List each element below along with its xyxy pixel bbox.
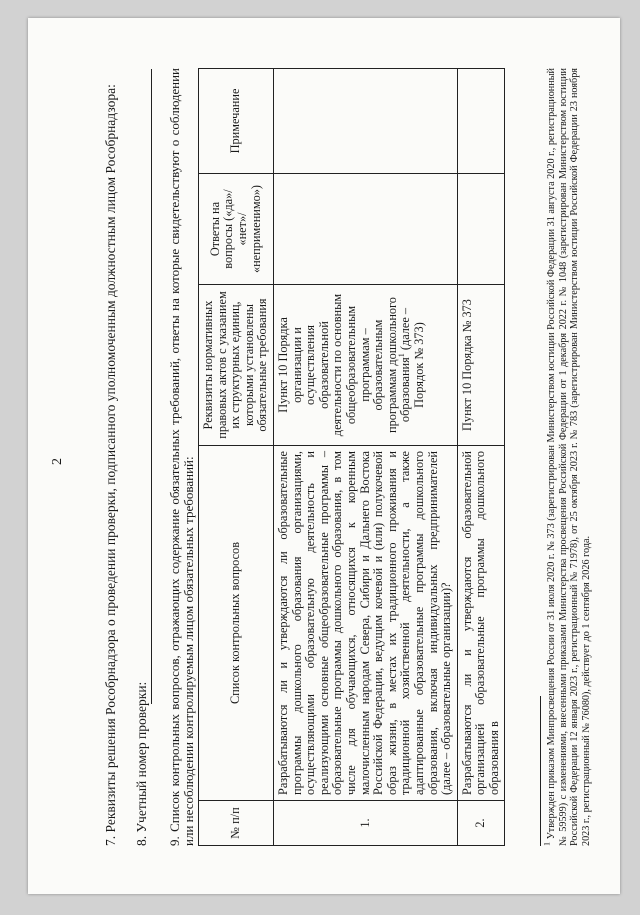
footnote-text: Утвержден приказом Минпросвещения России от 31 июля 2020 г. № 373 (зарегистрирован Министерством юстиции Российской Федерации 31 августа 2020 г., регистрационный № 59599) с изменениями, внесенными приказами Министерства просвещения Российской Федерации от 1 декабря 2022 г. № 1048 (зарегистрирован Министерством юстиции Российской Федерации 12 января 2023 г., регистрационный № 71978), от 25 октября 2023 г. № 783 (зарегистрирован Министерством юстиции Российской Федерации 23 ноября 2023 г., регистрационный № 76080), действует до 1 сентября 2026 года.: [546, 68, 592, 846]
answer-cell[interactable]: [273, 174, 457, 285]
requisite-text-main: Пункт 10 Порядка организации и осуществления образовательной деятельности по основным общеобразовательным программам – образовательным программам дошкольного образования: [275, 293, 413, 437]
note-cell[interactable]: [457, 69, 505, 174]
header-num: № п/п: [199, 801, 274, 846]
page-number: 2: [50, 458, 65, 465]
table-header-row: [199, 69, 274, 846]
document-page: [28, 18, 620, 894]
control-questions-table: [198, 68, 505, 846]
footnote-ref: 1: [397, 353, 407, 358]
header-questions: Список контрольных вопросов: [199, 446, 274, 801]
requisite-text-tail: (далее – Порядок № 373): [398, 307, 426, 408]
answer-cell[interactable]: [457, 174, 505, 285]
note-cell[interactable]: [273, 69, 457, 174]
row-number: 1.: [273, 801, 457, 846]
question-text: Разрабатываются ли и утверждаются образовательной организацией образовательные программы дошкольного образования в: [457, 446, 505, 801]
table-row: [273, 69, 457, 846]
item-9-questions-intro: 9. Список контрольных вопросов, отражающих содержание обязательных требований, ответы на которые свидетельствуют о соблюдении или несоблюдении контролируемым лицом обязательных требований:: [167, 68, 196, 846]
header-answers: Ответы на вопросы («да»/ «нет»/ «неприменимо»): [199, 174, 274, 285]
item-8-inspection-number: 8. Учетный номер проверки:: [134, 681, 149, 846]
item-7-decision-requisites: 7. Реквизиты решения Рособрнадзора о проведении проверки, подписанного уполномоченным должностным лицом Рособрнадзора:: [103, 84, 118, 846]
rotated-page-content: [28, 18, 620, 894]
footnote-separator: [540, 696, 541, 846]
table-row: [457, 69, 505, 846]
row-number: 2.: [457, 801, 505, 846]
question-text: Разрабатываются ли и утверждаются ли образовательные программы дошкольного образования организациями, осуществляющими образовательную деятельность и реализующими основные общеобразовательные программы – образовательные программы дошкольного образования, в том числе для обучающихся, относящихся к коренным малочисленным народам Севера, Сибири и Дальнего Востока Российской Федерации, ведущим кочевой и (или) полукочевой образ жизни, в местах их традиционного проживания и традиционной хозяйственной деятельности, а также адаптированные образовательные программы дошкольного образования, включая индивидуальных предпринимателей (далее – образовательные организации)?: [273, 446, 457, 801]
footnote: [542, 68, 592, 846]
header-note: Примечание: [199, 69, 274, 174]
requisite-text: [273, 285, 457, 446]
requisite-text: Пункт 10 Порядка № 373: [457, 285, 505, 446]
footnote-marker: 1: [542, 842, 552, 846]
inspection-number-line: [151, 69, 152, 704]
header-requisites: Реквизиты нормативных правовых актов с указанием их структурных единиц, которыми установлены обязательные требования: [199, 285, 274, 446]
